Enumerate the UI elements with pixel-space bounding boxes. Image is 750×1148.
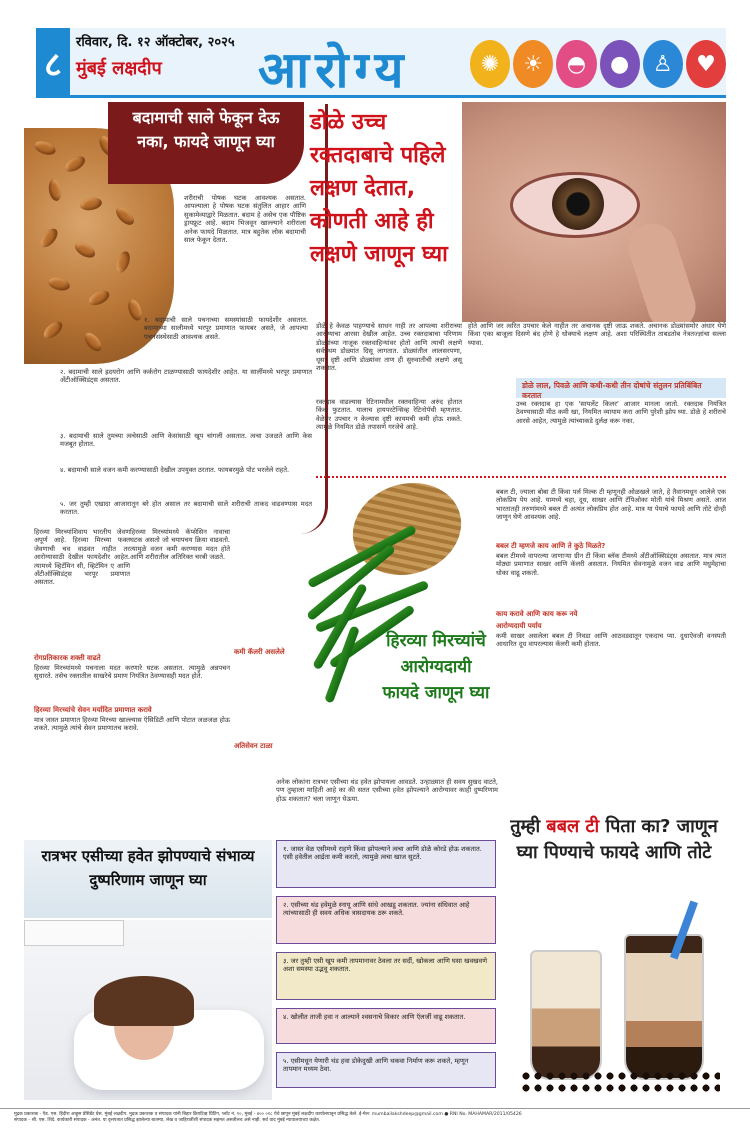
almond-point-2: २. बदामाची साले ह्रदयरोग आणि कर्करोग टाळण्यासाठी फायदेशीर आहेत. या सालींमध्ये भरपूर प्रमाणात अँटीऑक्सिडंट्स असतात. bbox=[60, 368, 312, 385]
health-icons bbox=[470, 34, 726, 94]
chili-col-b: हिरव्या मिरच्यांमध्ये कॅप्सेसिन नावाचा घटक असतो जो चयापचय क्रिया वाढवतो. त्यामुळे वजन कमी करण्यास मदत होते आणि शरीरातील अतिरिक्त चरबी जळते. bbox=[130, 528, 230, 562]
bowl-icon: ◓ bbox=[556, 40, 596, 88]
ac-point-5: ५. एसीमधून येणारी थंड हवा डोकेदुखी आणि थकवा निर्माण करू शकते, म्हणून तापमान मध्यम ठेवा. bbox=[276, 1052, 496, 1088]
exercise-icon: ♙ bbox=[643, 40, 683, 88]
bubbletea-cup-left bbox=[530, 950, 602, 1080]
dotted-divider bbox=[316, 476, 726, 478]
chili-col-a: हिरव्या मिरच्यांशिवाय भारतीय जेवण अपूर्ण आहे. हिरव्या मिरच्या फक्त जेवणाची चव वाढवत नाहीत तर आरोग्यासाठी देखील फायदेशीर आहेत. त्यामध्ये व्हिटॅमिन सी, व्हिटॅमिन ए आणि अँटीऑक्सिडंट्स भरपूर प्रमाणात असतात. bbox=[34, 528, 130, 587]
eye-iris bbox=[552, 178, 604, 230]
bubbletea-body-2: बबल टीमध्ये वापरल्या जाणाऱ्या ग्रीन टी किंवा ब्लॅक टीमध्ये अँटीऑक्सिडंट्स असतात. मात्र त्यात मोठ्या प्रमाणात साखर आणि कॅलरी असतात. नियमित सेवनामुळे वजन वाढ आणि मधुमेहाचा धोका वाढू शकतो. bbox=[496, 552, 726, 577]
bubbletea-title-part-1: तुम्ही bbox=[510, 816, 541, 837]
chili-sub-2: हिरव्या मिरच्यांचे सेवन मर्यादित प्रमाणात करावे bbox=[34, 706, 152, 714]
almond-point-5: ५. जर तुम्ही एखादा आजारातून बरे होत असाल तर बदामाची साले शरीराची ताकद वाढवण्यास मदत करतात. bbox=[60, 500, 312, 517]
bubbletea-body-1: बबल टी, ज्याला बोबा टी किंवा पर्ल मिल्क टी म्हणूनही ओळखले जाते, हे तैवानमधून आलेले एक लोकप्रिय पेय आहे. यामध्ये चहा, दूध, साखर आणि टॅपिओका मोती यांचे मिश्रण असते. आज भारतातही तरुणांमध्ये बबल टी अत्यंत लोकप्रिय होत आहे. मात्र या पेयाचे फायदे आणि तोटे दोन्ही जाणून घेणे आवश्यक आहे. bbox=[496, 488, 726, 522]
eye-col-1: डोळे हे केवळ पाहण्याचे साधन नाही तर आपल्या शरीराच्या आरोग्याचा आरसा देखील आहेत. उच्च रक्तदाबाचा परिणाम डोळ्यांच्या नाजूक रक्तवाहिन्यांवर होतो आणि त्याची लक्षणे सर्वप्रथम डोळ्यांत दिसू लागतात. डोळ्यांतील लालसरपणा, धूसर दृष्टी आणि डोळ्यांवर ताण ही सुरुवातीची लक्षणे असू शकतात. bbox=[316, 322, 462, 373]
footer-line-2: संपादक - श्री. एस. शिंदे. कार्यकारी संपादक - अनंत. या वृत्तपत्रात प्रसिद्ध झालेल्या बातम्या, लेख व जाहिरातींशी संपादक सहमत असतीलच असे नाही. सर्व वाद मुंबई न्यायालयाच्या कक्षेत. bbox=[14, 1118, 321, 1123]
chili-sub-3: कमी कॅलरी असलेले bbox=[234, 648, 285, 656]
bubbletea-image bbox=[520, 900, 720, 1096]
ac-point-4: ४. खोलीत ताजी हवा न आल्याने श्वसनाचे विकार आणि ऍलर्जी वाढू शकतात. bbox=[276, 1008, 496, 1044]
bubbletea-cup-right bbox=[624, 934, 704, 1080]
almond-point-4: ४. बदामाची साले वजन कमी करण्यासाठी देखील उपयुक्त ठरतात. फायबरमुळे पोट भरलेले राहते. bbox=[60, 466, 290, 474]
chili-col-c: हिरव्या मिरच्यांमध्ये पचनाला मदत करणारे घटक असतात. त्यामुळे अन्नपचन सुधारते. तसेच रक्तातील साखरेचे प्रमाण नियंत्रित ठेवण्यासही मदत होते. bbox=[34, 664, 230, 681]
bubbletea-sub-1: बबल टी म्हणजे काय आणि ते कुठे मिळते? bbox=[496, 542, 606, 550]
sun-icon: ☀ bbox=[513, 40, 553, 88]
bubbletea-title-highlight: बबल टी bbox=[546, 816, 600, 837]
heart-icon: ♥ bbox=[686, 40, 726, 88]
eye-col-3b: उच्च रक्तदाब हा एक 'सायलेंट किलर' आजार मानला जातो. रक्तदाब नियंत्रित ठेवण्यासाठी मीठ कमी खा, नियमित व्यायाम करा आणि पुरेशी झोप घ्या. डोळे हे शरीराचे आरसे आहेत, त्यामुळे त्यांच्याकडे दुर्लक्ष करू नका. bbox=[516, 400, 726, 425]
ac-unit bbox=[24, 920, 124, 946]
yoga-icon: ✺ bbox=[470, 40, 510, 88]
ac-sleeping-image bbox=[24, 920, 272, 1100]
footer bbox=[0, 1108, 750, 1148]
paper-name: मुंबई लक्षदीप bbox=[76, 58, 162, 79]
almond-point-1: १. बदामाची साले पचनाच्या समस्यांसाठी फायदेशीर असतात. बदामाच्या सालीमध्ये भरपूर प्रमाणात फायबर असते, जे आपल्या पचनसंस्थेसाठी आवश्यक असते. bbox=[144, 316, 308, 341]
bubbletea-sub-3: आरोग्यदायी पर्याय bbox=[496, 622, 542, 630]
bubbletea-title-part-3: पिता का? जाणून घ्या पिण्याचे फायदे आणि तोटे bbox=[516, 816, 718, 863]
ac-point-1: १. जास्त वेळ एसीमध्ये राहणे किंवा झोपल्याने त्वचा आणि डोळे कोरडे होऊ शकतात. एसी हवेतील आर्द्रता कमी करतो, त्यामुळे त्वचा खाज सुटते. bbox=[276, 840, 496, 888]
chili-sub-1: रोगप्रतिकारक शक्ती वाढते bbox=[34, 654, 101, 662]
section-title: आरोग्य bbox=[258, 41, 410, 99]
apple-icon: ● bbox=[600, 40, 640, 88]
hair bbox=[94, 976, 194, 1026]
ac-title: रात्रभर एसीच्या हवेत झोपण्याचे संभाव्य दुष्परिणाम जाणून घ्या bbox=[41, 847, 255, 889]
eye-highlight: डोळे लाल, पिवळे आणि कधी-कधी तीन दोषांचे संतुलन प्रतिबिंबित करतात bbox=[516, 378, 726, 398]
issue-date: रविवार, दि. १२ ऑक्टोबर, २०२५ bbox=[76, 35, 235, 50]
almond-intro: शरीराची पोषक घटक आवश्यक असतात. आपल्याला हे पोषक घटक संतुलित आहार आणि सुकामेव्याद्वारे मिळतात. बदाम हे असेच एक पौष्टिक ड्रायफ्रूट आहे. बदाम भिजवून खाल्ल्याने शरीराला अनेक फायदे मिळतात. मात्र बहुतेक लोक बदामाची साल फेकून देतात. bbox=[184, 194, 306, 245]
chili-title: हिरव्या मिरच्यांचे आरोग्यदायी फायदे जाणून घ्या bbox=[382, 631, 490, 703]
tapioca-pearls bbox=[520, 1070, 720, 1096]
eye-col-2: रक्तदाब वाढल्यास रेटिनामधील रक्तवाहिन्या अरुंद होतात किंवा फुटतात. यालाच हायपरटेन्सिव्ह रेटिनोपॅथी म्हणतात. वेळेवर उपचार न केल्यास दृष्टी कायमची कमी होऊ शकते. त्यामुळे नियमित डोळे तपासणे गरजेचे आहे. bbox=[316, 398, 462, 432]
eye-col-3: होते आणि जर त्वरित उपचार केले नाहीत तर अचानक दृष्टी जाऊ शकते. अचानक डोळ्यांसमोर अंधार येणे किंवा एका बाजूला दिसणे बंद होणे हे धोक्याचे लक्षण आहे. अशा परिस्थितीत ताबडतोब नेत्रतज्ज्ञांचा सल्ला घ्यावा. bbox=[468, 322, 726, 347]
bubbletea-body-3: कमी साखर असलेला बबल टी निवडा आणि आठवड्यातून एकदाच प्या. दुधाऐवजी वनस्पती आधारित दूध वापरल्यास कॅलरी कमी होतात. bbox=[496, 632, 726, 649]
finger-shape bbox=[622, 217, 702, 322]
chili-col-d: मात्र जास्त प्रमाणात हिरव्या मिरच्या खाल्ल्यास ऍसिडिटी आणि पोटात जळजळ होऊ शकते. त्यामुळे त्यांचे सेवन प्रमाणातच करावे. bbox=[34, 716, 230, 733]
eye-image bbox=[462, 102, 726, 322]
almond-title: बदामाची साले फेकून देऊ नका, फायदे जाणून घ्या bbox=[108, 102, 304, 184]
ac-point-2: २. एसीच्या थंड हवेमुळे स्नायू आणि सांधे आखडू शकतात. ज्यांना संधिवात आहे त्यांच्यासाठी ही सवय अधिक त्रासदायक ठरू शकते. bbox=[276, 896, 496, 944]
bubbletea-title bbox=[502, 814, 726, 894]
footer-line-1: मुद्रक प्रकाशक - ऍड. एस. हिंदीरा आहूस प्रेसिडेंट प्रेस. मुंबई लक्षदीप. मुद्रक प्रकाशक व संपादक यांनी बिहार क्रिएटिव्ह प्रिंटिंग, प्लॉट नं. १०, मुंबई - ४०० ०१८ येथे छापून मुंबई लक्षदीप कार्यालयातून प्रसिद्ध केले. ई-मेल: mumbailakshdeep@gmail.com ● RNI No. MAHAMAR/2011/05426 bbox=[14, 1112, 522, 1117]
eye-title: डोळे उच्च रक्तदाबाचे पहिले लक्षण देतात, कोणती आहे ही लक्षणे जाणून घ्या bbox=[310, 110, 448, 267]
page-number: ८ bbox=[36, 28, 70, 98]
ac-point-3: ३. जर तुम्ही एसी खूप कमी तापमानावर ठेवला तर सर्दी, खोकला आणि घसा खवखवणे अशा समस्या उद्भवू शकतात. bbox=[276, 952, 496, 1000]
chili-sub-4: अतिसेवन टाळा bbox=[234, 742, 273, 750]
bubbletea-sub-2: काय करावे आणि काय करू नये bbox=[496, 610, 578, 618]
ac-intro: अनेक लोकांना रात्रभर एसीच्या थंड हवेत झोपायला आवडते. उन्हाळ्यात ही सवय सुखद वाटते, पण तुम्हाला माहिती आहे का की सतत एसीच्या हवेत झोपल्याने आरोग्यावर काही दुष्परिणाम होऊ शकतात? चला जाणून घेऊया. bbox=[276, 778, 498, 803]
almond-point-3: ३. बदामाची साले तुमच्या त्वचेसाठी आणि केसांसाठी खूप चांगली असतात. त्वचा उजळते आणि केस मजबूत होतात. bbox=[60, 432, 312, 449]
